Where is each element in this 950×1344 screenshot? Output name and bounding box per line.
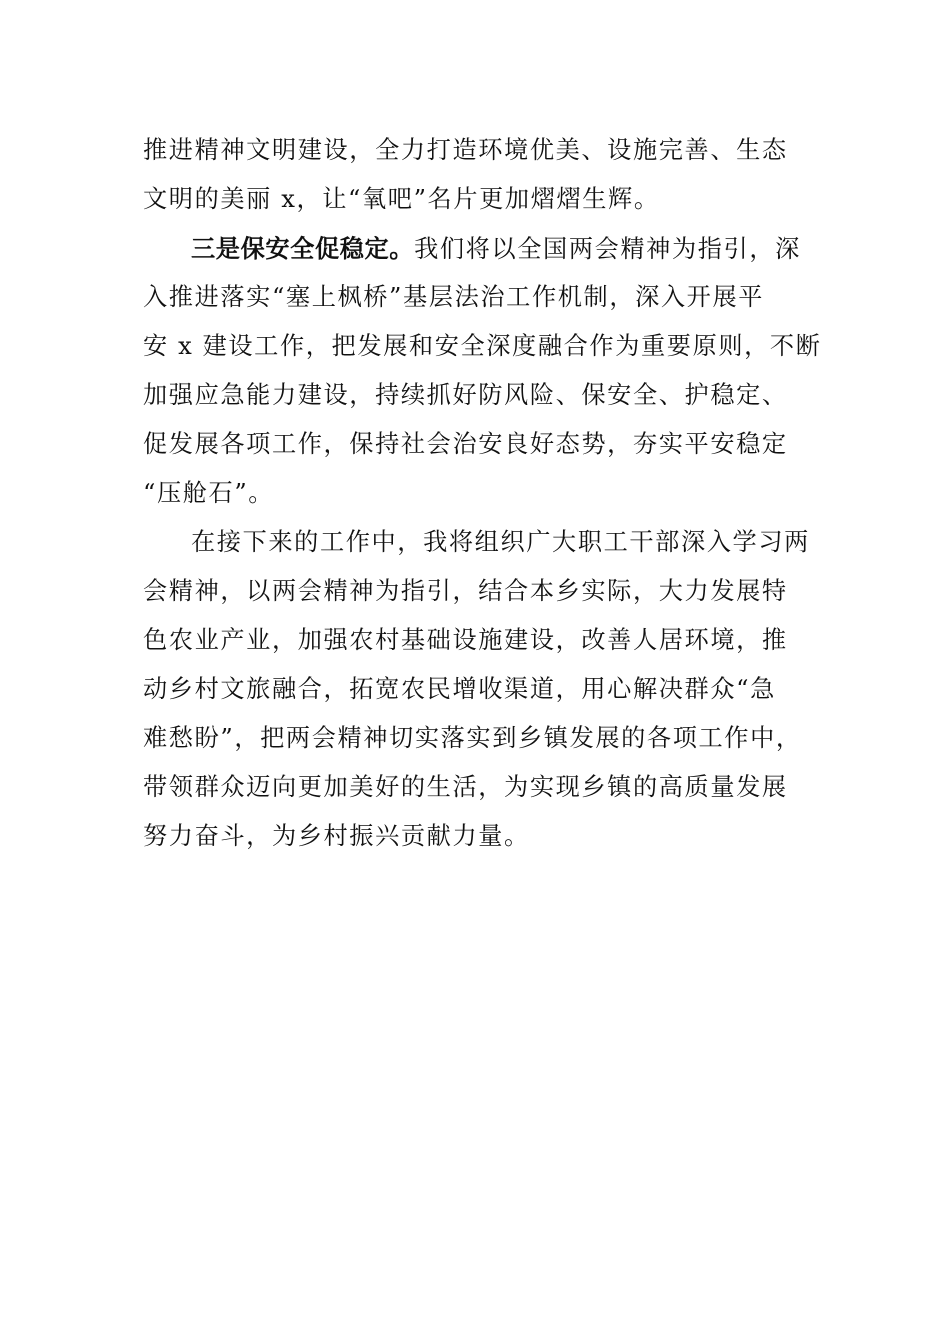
paragraph-1 [143, 126, 808, 224]
paragraph-2-line-3: 安 x 建设工作，把发展和安全深度融合作为重要原则，不断 [143, 332, 822, 360]
paragraph-3-line-5: 难愁盼”，把两会精神切实落实到乡镇发展的各项工作中， [143, 724, 802, 752]
paragraph-1-line-2: 文明的美丽 x，让“氧吧”名片更加熠熠生辉。 [143, 185, 660, 213]
paragraph-2 [143, 224, 822, 518]
paragraph-3-line-7: 努力奋斗，为乡村振兴贡献力量。 [143, 822, 530, 850]
paragraph-3 [143, 518, 808, 861]
paragraph-2-line-5: 促发展各项工作，保持社会治安良好态势，夯实平安稳定 [143, 430, 788, 458]
paragraph-3-line-2: 会精神，以两会精神为指引，结合本乡实际，大力发展特 [143, 577, 788, 605]
paragraph-3-line-3: 色农业产业，加强农村基础设施建设，改善人居环境，推 [143, 626, 788, 654]
paragraph-3-line-4: 动乡村文旅融合，拓宽农民增收渠道，用心解决群众“急 [143, 675, 776, 703]
paragraph-2-line-4: 加强应急能力建设，持续抓好防风险、保安全、护稳定、 [143, 381, 788, 409]
document-body [143, 126, 822, 861]
paragraph-2-line-2: 入推进落实“塞上枫桥”基层法治工作机制，深入开展平 [143, 283, 765, 311]
paragraph-1-line-1: 推进精神文明建设，全力打造环境优美、设施完善、生态 [143, 136, 788, 164]
paragraph-2-line-6: “压舱石”。 [143, 479, 275, 507]
paragraph-3-line-6: 带领群众迈向更加美好的生活，为实现乡镇的高质量发展 [143, 773, 788, 801]
paragraph-3-line-1: 在接下来的工作中，我将组织广大职工干部深入学习两 [191, 528, 810, 556]
paragraph-2-line-1 [143, 224, 808, 273]
paragraph-2-heading: 三是保安全促稳定。 [191, 234, 415, 263]
paragraph-2-line-1-text: 我们将以全国两会精神为指引，深 [414, 235, 801, 263]
